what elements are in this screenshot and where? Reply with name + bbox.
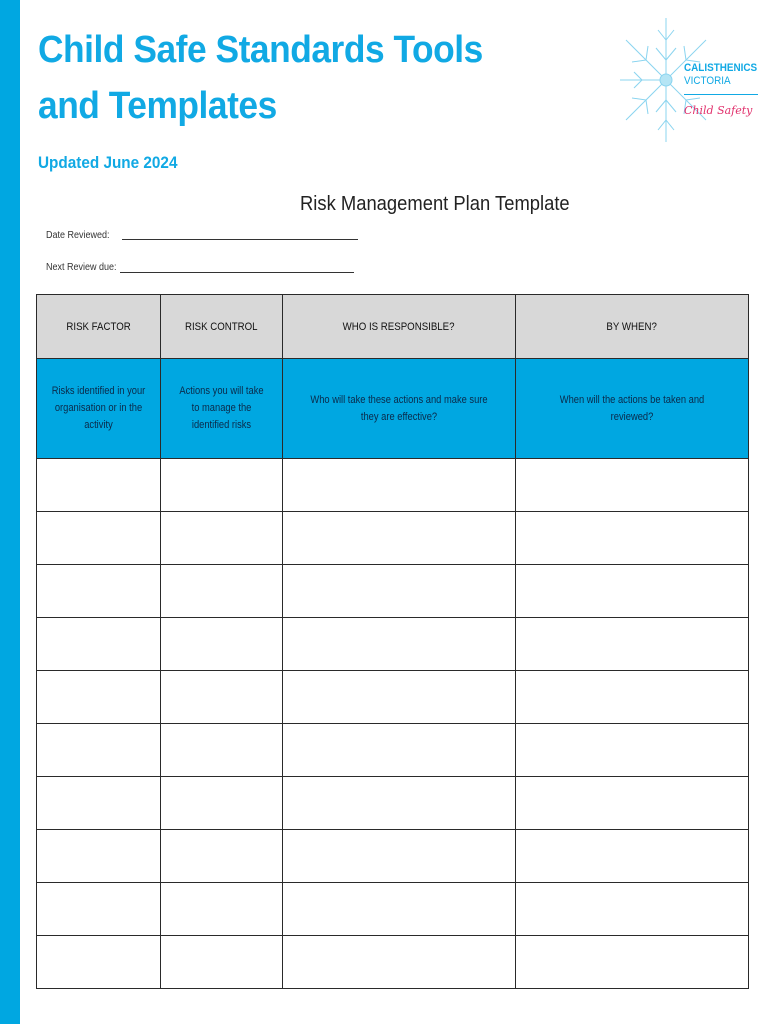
- table-row: [37, 724, 749, 777]
- who-responsible-cell[interactable]: [283, 512, 516, 565]
- by-when-cell[interactable]: [516, 671, 749, 724]
- risk-factor-cell[interactable]: [37, 512, 161, 565]
- header-risk-factor: RISK FACTOR: [37, 295, 161, 359]
- table-row: [37, 830, 749, 883]
- date-reviewed-field[interactable]: [122, 239, 358, 240]
- form-title: Risk Management Plan Template: [300, 193, 570, 215]
- by-when-cell[interactable]: [516, 512, 749, 565]
- table-row: [37, 777, 749, 830]
- description-who-responsible: Who will take these actions and make sure they are effective?: [283, 359, 516, 459]
- table-row: [37, 512, 749, 565]
- risk-factor-cell[interactable]: [37, 777, 161, 830]
- by-when-cell[interactable]: [516, 565, 749, 618]
- who-responsible-cell[interactable]: [283, 724, 516, 777]
- document-subtitle: Updated June 2024: [38, 153, 178, 172]
- risk-control-cell[interactable]: [161, 459, 283, 512]
- who-responsible-cell[interactable]: [283, 565, 516, 618]
- header-risk-control: RISK CONTROL: [161, 295, 283, 359]
- risk-control-cell[interactable]: [161, 724, 283, 777]
- risk-factor-cell[interactable]: [37, 618, 161, 671]
- risk-factor-cell[interactable]: [37, 936, 161, 989]
- by-when-cell[interactable]: [516, 830, 749, 883]
- document-title: Child Safe Standards Tools and Templates: [38, 29, 483, 127]
- risk-control-cell[interactable]: [161, 565, 283, 618]
- by-when-cell[interactable]: [516, 936, 749, 989]
- risk-plan-table: [36, 294, 749, 989]
- who-responsible-cell[interactable]: [283, 883, 516, 936]
- by-when-cell[interactable]: [516, 459, 749, 512]
- risk-control-cell[interactable]: [161, 618, 283, 671]
- table-row: [37, 671, 749, 724]
- next-review-label: Next Review due:: [46, 262, 117, 273]
- risk-control-cell[interactable]: [161, 512, 283, 565]
- next-review-field[interactable]: [120, 272, 354, 273]
- table-row: [37, 936, 749, 989]
- risk-control-cell[interactable]: [161, 671, 283, 724]
- by-when-cell[interactable]: [516, 724, 749, 777]
- risk-control-cell[interactable]: [161, 777, 283, 830]
- who-responsible-cell[interactable]: [283, 618, 516, 671]
- who-responsible-cell[interactable]: [283, 459, 516, 512]
- risk-factor-cell[interactable]: [37, 671, 161, 724]
- date-reviewed-label: Date Reviewed:: [46, 230, 110, 241]
- description-by-when: When will the actions be taken and reviewed?: [516, 359, 749, 459]
- who-responsible-cell[interactable]: [283, 777, 516, 830]
- risk-factor-cell[interactable]: [37, 830, 161, 883]
- who-responsible-cell[interactable]: [283, 671, 516, 724]
- risk-control-cell[interactable]: [161, 883, 283, 936]
- who-responsible-cell[interactable]: [283, 830, 516, 883]
- risk-factor-cell[interactable]: [37, 883, 161, 936]
- by-when-cell[interactable]: [516, 777, 749, 830]
- risk-control-cell[interactable]: [161, 936, 283, 989]
- risk-factor-cell[interactable]: [37, 459, 161, 512]
- who-responsible-cell[interactable]: [283, 936, 516, 989]
- table-row: [37, 618, 749, 671]
- by-when-cell[interactable]: [516, 883, 749, 936]
- side-accent-bar: [0, 0, 20, 1024]
- table-header-row: [37, 295, 749, 359]
- by-when-cell[interactable]: [516, 618, 749, 671]
- logo-tagline: Child Safety: [684, 104, 753, 117]
- description-risk-control: Actions you will take to manage the identified risks: [161, 359, 283, 459]
- logo-name-line-1: CALISTHENICS: [684, 62, 758, 74]
- header-who-responsible: WHO IS RESPONSIBLE?: [283, 295, 516, 359]
- table-row: [37, 565, 749, 618]
- risk-control-cell[interactable]: [161, 830, 283, 883]
- logo-name-line-2: VICTORIA: [684, 75, 731, 87]
- risk-factor-cell[interactable]: [37, 565, 161, 618]
- table-row: [37, 459, 749, 512]
- table-row: [37, 883, 749, 936]
- logo-divider: [684, 94, 758, 95]
- description-row: [37, 359, 749, 459]
- header-by-when: BY WHEN?: [516, 295, 749, 359]
- risk-factor-cell[interactable]: [37, 724, 161, 777]
- description-risk-factor: Risks identified in your organisation or in the activity: [37, 359, 161, 459]
